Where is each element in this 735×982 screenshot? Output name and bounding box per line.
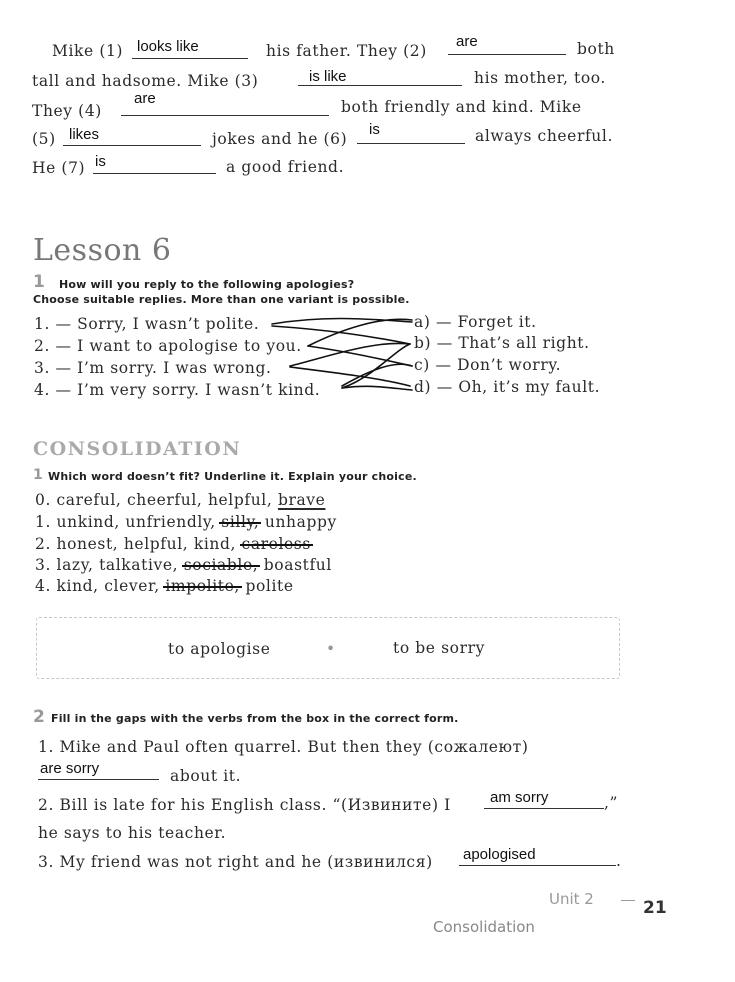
footer-section: Consolidation xyxy=(433,918,535,936)
text-segment: his mother, too. xyxy=(474,69,606,87)
sentence: 2. Bill is late for his English class. “(Извините) I xyxy=(38,796,451,814)
handwritten-answer: are sorry xyxy=(40,760,100,777)
sentence: 1. Mike and Paul often quarrel. But then they (сожалеют) xyxy=(38,738,529,756)
match-line xyxy=(290,367,410,386)
sentence: about it. xyxy=(170,767,242,785)
lesson-title: Lesson 6 xyxy=(33,233,172,268)
row-number: 4. xyxy=(35,577,51,595)
odd-word-struck[interactable]: sociable, xyxy=(183,556,259,574)
apology-item: 3. — I’m sorry. I was wrong. xyxy=(34,359,272,377)
word: talkative, xyxy=(99,556,179,574)
word-box-item: to be sorry xyxy=(393,639,485,657)
match-line xyxy=(308,346,412,366)
text-segment: He (7) xyxy=(32,159,86,177)
text-segment: Mike (1) xyxy=(52,42,124,60)
page-number: 21 xyxy=(643,898,667,918)
odd-word-row xyxy=(35,513,337,531)
word: helpful, xyxy=(207,491,273,509)
sentence: . xyxy=(616,852,622,870)
row-number: 0. xyxy=(35,491,51,509)
exercise-instruction: Fill in the gaps with the verbs from the box in the correct form. xyxy=(51,712,459,725)
sentence: 3. My friend was not right and he (извинился) xyxy=(38,853,433,871)
exercise-instruction: Choose suitable replies. More than one variant is possible. xyxy=(33,293,410,306)
sentence: he says to his teacher. xyxy=(38,824,227,842)
exercise-instruction: How will you reply to the following apologies? xyxy=(59,278,355,291)
text-segment: a good friend. xyxy=(226,158,345,176)
answer-blank[interactable] xyxy=(484,808,604,809)
text-segment: his father. They (2) xyxy=(266,42,427,60)
text-segment: (5) xyxy=(32,130,56,148)
word: boastful xyxy=(263,556,332,574)
odd-word-row xyxy=(35,535,311,553)
odd-word-struck[interactable]: careless xyxy=(241,535,311,553)
text-segment: They (4) xyxy=(32,102,102,120)
word: cheerful, xyxy=(126,491,203,509)
odd-word-struck[interactable]: impolite, xyxy=(165,577,240,595)
apology-item: 4. — I’m very sorry. I wasn’t kind. xyxy=(34,381,321,399)
odd-word-row xyxy=(35,491,325,509)
footer-dash xyxy=(621,900,635,901)
match-line xyxy=(342,344,410,388)
row-number: 3. xyxy=(35,556,51,574)
handwritten-answer: looks like xyxy=(137,38,199,55)
handwritten-answer: is xyxy=(369,121,380,138)
exercise-instruction: Which word doesn’t fit? Underline it. Explain your choice. xyxy=(48,470,417,483)
word: honest, xyxy=(56,535,119,553)
row-number: 1. xyxy=(35,513,51,531)
row-number: 2. xyxy=(35,535,51,553)
word-box-item: to apologise xyxy=(168,640,271,658)
handwritten-answer: are xyxy=(456,33,478,50)
text-segment: both friendly and kind. Mike xyxy=(341,98,582,116)
word: unkind, xyxy=(56,513,120,531)
handwritten-answer: is like xyxy=(309,68,347,85)
footer-unit: Unit 2 xyxy=(549,890,594,908)
text-segment: jokes and he (6) xyxy=(212,130,348,148)
bullet-icon: • xyxy=(326,640,336,658)
text-segment: both xyxy=(577,40,615,58)
match-line xyxy=(342,386,412,390)
handwritten-answer: are xyxy=(134,90,156,107)
reply-item: b) — That’s all right. xyxy=(414,334,590,352)
answer-blank[interactable] xyxy=(38,779,159,780)
text-segment: tall and hadsome. Mike (3) xyxy=(32,72,259,90)
reply-item: c) — Don’t worry. xyxy=(414,356,562,374)
word: helpful, xyxy=(123,535,189,553)
word: careful, xyxy=(56,491,122,509)
apology-item: 2. — I want to apologise to you. xyxy=(34,337,302,355)
handwritten-answer: apologised xyxy=(463,846,536,863)
answer-blank[interactable] xyxy=(459,865,616,866)
word: unfriendly, xyxy=(125,513,216,531)
word: unhappy xyxy=(264,513,337,531)
sentence: ,” xyxy=(604,794,619,812)
word: kind, xyxy=(56,577,99,595)
handwritten-answer: likes xyxy=(69,126,100,143)
odd-word-struck[interactable]: silly, xyxy=(221,513,260,531)
exercise-number: 2 xyxy=(33,707,45,727)
reply-item: d) — Oh, it’s my fault. xyxy=(414,378,601,396)
exercise-number: 1 xyxy=(33,467,43,483)
exercise-number: 1 xyxy=(33,272,45,292)
word: clever, xyxy=(104,577,160,595)
odd-word-underlined[interactable]: brave xyxy=(277,491,326,509)
odd-word-row xyxy=(35,577,294,595)
word: lazy, xyxy=(56,556,94,574)
text-segment: always cheerful. xyxy=(475,127,613,145)
odd-word-row xyxy=(35,556,332,574)
apology-item: 1. — Sorry, I wasn’t polite. xyxy=(34,315,260,333)
handwritten-answer: am sorry xyxy=(490,789,549,806)
handwritten-answer: is xyxy=(95,153,106,170)
word: kind, xyxy=(193,535,237,553)
word: polite xyxy=(245,577,294,595)
match-line xyxy=(272,326,410,344)
reply-item: a) — Forget it. xyxy=(414,313,537,331)
section-heading: CONSOLIDATION xyxy=(33,438,242,460)
